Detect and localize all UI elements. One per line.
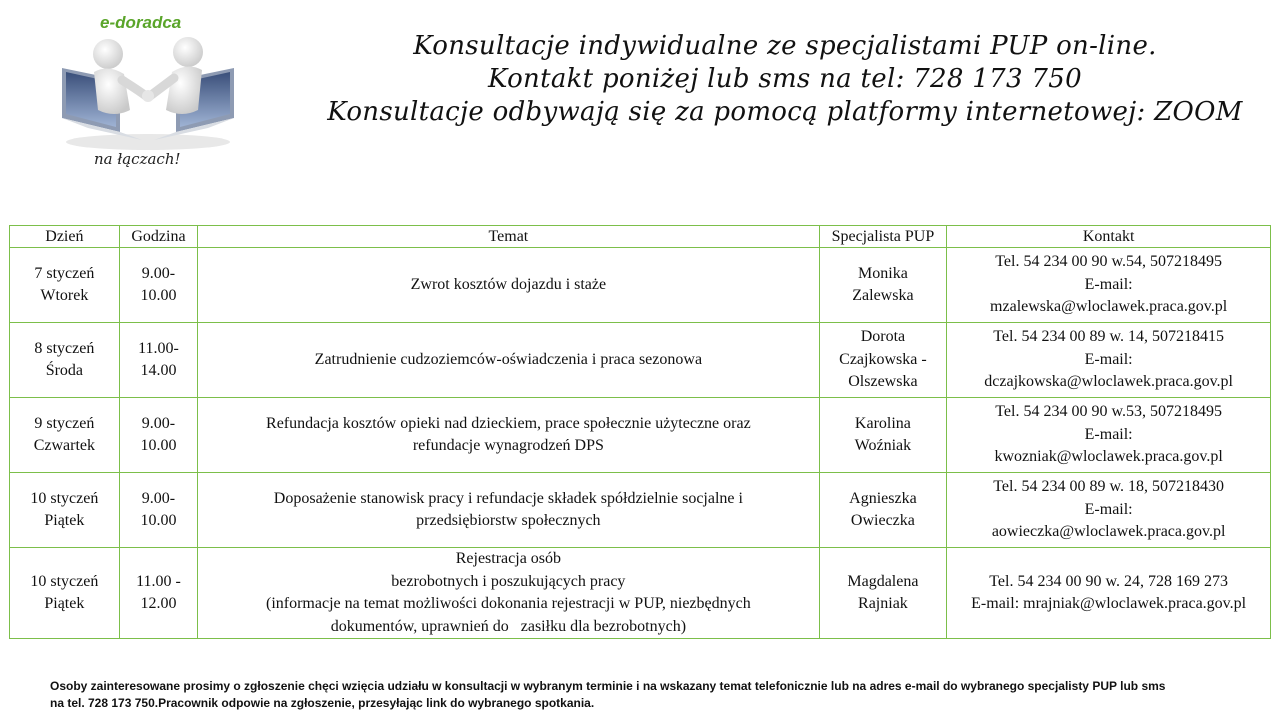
day-date: 10 styczeń xyxy=(30,572,99,590)
hour-end: 14.00 xyxy=(140,362,177,379)
logo-brand-text: e-doradca xyxy=(100,13,182,32)
contact-email[interactable]: aowieczka@wloclawek.praca.gov.pl xyxy=(991,523,1226,541)
specialist-name-line: Owieczka xyxy=(850,512,915,529)
topic-line: dokumentów, uprawnień do zasiłku dla bezrobotnych) xyxy=(330,617,687,635)
contact-phone: Tel. 54 234 00 90 w.53, 507218495 xyxy=(995,403,1222,421)
specialist-name-line: Rajniak xyxy=(858,595,908,612)
topic-line: Rejestracja osób xyxy=(455,550,562,567)
contact-email[interactable]: dczajkowska@wloclawek.praca.gov.pl xyxy=(984,373,1233,391)
specialist-cell xyxy=(819,548,947,639)
specialist-name-line: Woźniak xyxy=(854,437,912,454)
hour-start: 9.00- xyxy=(141,414,176,432)
e-doradca-logo xyxy=(58,8,238,178)
footer-note xyxy=(50,678,1260,712)
contact-email-label: E-mail: xyxy=(1084,425,1133,443)
header-line-3: Konsultacje odbywają się za pomocą platformy internetowej: ZOOM xyxy=(327,97,1243,127)
day-date: 7 styczeń xyxy=(34,264,95,282)
contact-phone: Tel. 54 234 00 89 w. 18, 507218430 xyxy=(993,478,1224,496)
contact-email-label: E-mail: xyxy=(1084,500,1133,518)
specialist-name-line: Karolina xyxy=(854,414,911,432)
topic-cell xyxy=(198,473,819,548)
contact-cell xyxy=(947,548,1271,639)
hour-end: 10.00 xyxy=(140,437,177,454)
topic-line: Zwrot kosztów dojazdu i staże xyxy=(410,275,607,293)
contact-phone: Tel. 54 234 00 90 w.54, 507218495 xyxy=(995,253,1222,271)
hour-cell xyxy=(119,548,197,639)
hour-cell xyxy=(119,473,197,548)
hour-end: 10.00 xyxy=(140,512,177,529)
day-cell xyxy=(10,398,120,473)
page-header xyxy=(290,30,1280,129)
specialist-cell xyxy=(819,323,947,398)
footer-line-1: Osoby zainteresowane prosimy o zgłoszenie chęci wzięcia udziału w konsultacji w wybranym terminie i na wskazany temat telefonicznie lub na adres e-mail do wybranego specjalisty PUP lub sms xyxy=(50,679,1166,693)
topic-cell xyxy=(198,248,819,323)
day-weekday: Wtorek xyxy=(40,287,89,304)
contact-email[interactable]: E-mail: mrajniak@wloclawek.praca.gov.pl xyxy=(971,595,1247,612)
specialist-name-line: Zalewska xyxy=(852,287,914,304)
contact-email[interactable]: kwozniak@wloclawek.praca.gov.pl xyxy=(994,448,1223,466)
specialist-cell xyxy=(819,473,947,548)
consultation-schedule-table xyxy=(9,225,1271,639)
topic-line: Refundacja kosztów opieki nad dzieckiem, prace społecznie użyteczne oraz xyxy=(266,414,751,432)
table-row xyxy=(10,323,1271,398)
footer-line-2: na tel. 728 173 750.Pracownik odpowie na zgłoszenie, przesyłając link do wybranego spotkania. xyxy=(50,696,595,710)
hour-cell xyxy=(119,323,197,398)
contact-email-label: E-mail: xyxy=(1084,275,1133,293)
contact-phone: Tel. 54 234 00 89 w. 14, 507218415 xyxy=(993,328,1224,346)
hour-start: 9.00- xyxy=(141,264,176,282)
handshake-laptops-icon xyxy=(58,32,238,150)
hour-start: 11.00 - xyxy=(136,572,181,590)
table-row xyxy=(10,473,1271,548)
contact-cell xyxy=(947,398,1271,473)
contact-cell xyxy=(947,473,1271,548)
header-contact: Kontakt xyxy=(947,226,1271,248)
hour-start: 11.00- xyxy=(138,339,179,357)
topic-line: Doposażenie stanowisk pracy i refundacje składek spółdzielnie socjalne i xyxy=(273,489,743,507)
hour-end: 10.00 xyxy=(140,287,177,304)
day-cell xyxy=(10,323,120,398)
contact-email-label: E-mail: xyxy=(1084,350,1133,368)
day-weekday: Środa xyxy=(45,362,84,379)
logo-tagline: na łączach! xyxy=(94,150,181,168)
header-specialist: Specjalista PUP xyxy=(819,226,947,248)
header-line-2: Kontakt poniżej lub sms na tel: 728 173 750 xyxy=(488,64,1082,94)
specialist-cell xyxy=(819,398,947,473)
specialist-cell xyxy=(819,248,947,323)
day-date: 8 styczeń xyxy=(34,339,95,357)
table-row xyxy=(10,548,1271,639)
specialist-name-line: Dorota xyxy=(860,328,906,346)
topic-line: bezrobotnych i poszukujących pracy xyxy=(391,572,626,590)
day-weekday: Czwartek xyxy=(33,437,96,454)
day-cell xyxy=(10,248,120,323)
day-date: 9 styczeń xyxy=(34,414,95,432)
contact-email[interactable]: mzalewska@wloclawek.praca.gov.pl xyxy=(990,298,1228,316)
table-row xyxy=(10,248,1271,323)
table-header-row xyxy=(10,226,1271,248)
day-date: 10 styczeń xyxy=(30,489,99,507)
topic-line: refundacje wynagrodzeń DPS xyxy=(412,437,604,454)
hour-end: 12.00 xyxy=(140,595,177,612)
specialist-name-line: Olszewska xyxy=(848,373,918,391)
topic-cell xyxy=(198,398,819,473)
header-topic: Temat xyxy=(198,226,819,248)
hour-start: 9.00- xyxy=(141,489,176,507)
specialist-name-line: Agnieszka xyxy=(849,489,917,507)
day-weekday: Piątek xyxy=(44,595,85,612)
contact-phone: Tel. 54 234 00 90 w. 24, 728 169 273 xyxy=(989,572,1228,590)
header-day: Dzień xyxy=(10,226,120,248)
specialist-name-line: Czajkowska - xyxy=(839,350,927,368)
topic-cell xyxy=(198,548,819,639)
topic-line: przedsiębiorstw społecznych xyxy=(416,512,601,529)
day-cell xyxy=(10,548,120,639)
header-hour: Godzina xyxy=(119,226,197,248)
contact-cell xyxy=(947,323,1271,398)
header-line-1: Konsultacje indywidualne ze specjalistami PUP on-line. xyxy=(413,31,1157,61)
contact-cell xyxy=(947,248,1271,323)
day-weekday: Piątek xyxy=(44,512,85,529)
day-cell xyxy=(10,473,120,548)
topic-line: Zatrudnienie cudzoziemców-oświadczenia i praca sezonowa xyxy=(314,350,703,368)
table-row xyxy=(10,398,1271,473)
hour-cell xyxy=(119,398,197,473)
specialist-name-line: Monika xyxy=(858,264,908,282)
topic-line: (informacje na temat możliwości dokonania rejestracji w PUP, niezbędnych xyxy=(266,595,751,612)
topic-cell xyxy=(198,323,819,398)
specialist-name-line: Magdalena xyxy=(847,572,919,590)
hour-cell xyxy=(119,248,197,323)
